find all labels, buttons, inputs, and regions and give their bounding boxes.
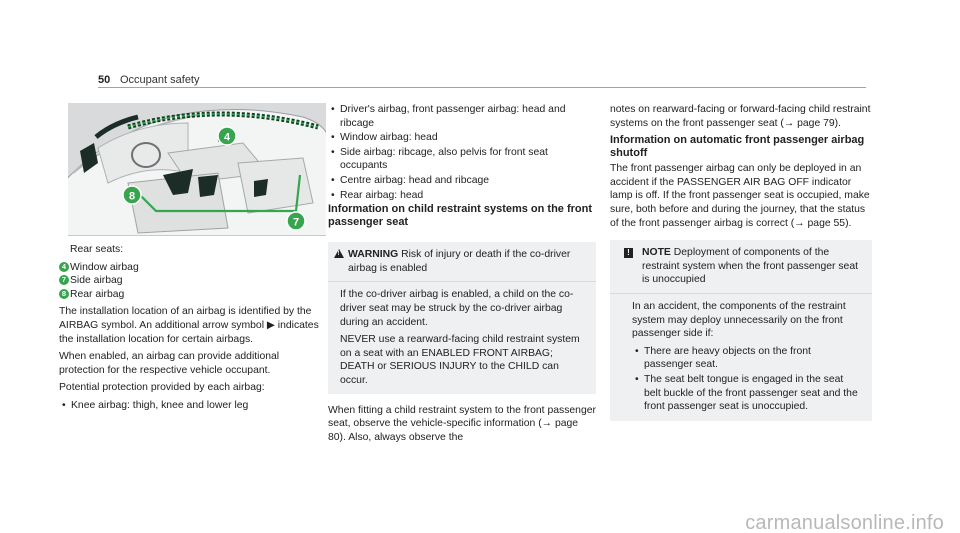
- note-label: NOTE: [642, 247, 671, 259]
- paragraph: Potential protection provided by each airbag:: [59, 382, 265, 394]
- list-item: • Driver's airbag, front passenger airbag: head and ribcage: [328, 103, 596, 130]
- watermark: carmanualsonline.info: [745, 512, 944, 533]
- paragraph: When fitting a child restraint system to the front passenger seat, observe the vehicle-specific information (→ page 80). Also, always observe the: [328, 404, 596, 443]
- paragraph: The front passenger airbag can only be deployed in an accident if the PASSENGER AIR BAG OFF indicator lamp is off. If the front passenger seat is occupied, make sure, both before and during the journey, that the status of the front passenger airbag is correct (→ page 55).: [610, 163, 870, 229]
- note-head: Deployment of components of the restraint system when the front passenger seat is unoccupied: [642, 247, 859, 286]
- column-left: [59, 243, 321, 414]
- legend-num: 8: [59, 289, 69, 299]
- list-item: • Side airbag: ribcage, also pelvis for front seat occupants: [328, 146, 596, 173]
- note-text: In an accident, the components of the restraint system may deploy unnecessarily on the front passenger side if:: [632, 300, 846, 340]
- legend-label: Window airbag: [70, 261, 139, 273]
- warning-head: Risk of injury or death if the co-driver airbag is enabled: [348, 249, 571, 274]
- column-right: [610, 103, 872, 421]
- note-box: [610, 240, 872, 421]
- warning-text: NEVER use a rearward-facing child restraint system on a seat with an ENABLED FRONT AIRBAG; DEATH or SERIOUS INJURY to the CHILD can occur.: [340, 334, 580, 386]
- warning-text: If the co-driver airbag is enabled, a child on the co-driver seat may be struck by the co-driver airbag during an accident.: [340, 289, 574, 328]
- warning-label: WARNING: [348, 249, 399, 261]
- callout-4-label: 4: [223, 131, 231, 144]
- list-item: • Window airbag: head: [328, 131, 596, 145]
- note-icon: !: [624, 248, 633, 258]
- legend-num: 4: [59, 262, 69, 272]
- section-heading: Information on child restraint systems on the front passenger seat: [328, 203, 593, 229]
- car-interior-drawing: [68, 103, 326, 236]
- list-item: • Knee airbag: thigh, knee and lower leg: [59, 399, 321, 413]
- warning-icon: !: [334, 249, 344, 258]
- section-title: Occupant safety: [120, 74, 200, 86]
- callout-8-label: 8: [128, 190, 136, 203]
- list-item: • Centre airbag: head and ribcage: [328, 174, 596, 188]
- legend-item-rear-airbag: [59, 288, 321, 302]
- section-heading: Information on automatic front passenger airbag shutoff: [610, 134, 865, 160]
- legend-item-window-airbag: [59, 261, 321, 275]
- paragraph: The installation location of an airbag is identified by the AIRBAG symbol. An additional arrow symbol ▶ indicates the installation location for certain airbags.: [59, 306, 319, 345]
- rear-seats-label: Rear seats:: [70, 244, 124, 255]
- list-item: • Rear airbag: head: [328, 189, 596, 203]
- airbag-illustration: [68, 103, 326, 236]
- list-item: • The seat belt tongue is engaged in the seat belt buckle of the front passenger seat and the front passenger seat is unoccupied.: [632, 373, 862, 414]
- paragraph: notes on rearward-facing or forward-facing child restraint systems on the front passenger seat (→ page 79).: [610, 104, 871, 129]
- legend-num: 7: [59, 275, 69, 285]
- legend-label: Side airbag: [70, 275, 123, 287]
- page-header: [98, 74, 866, 88]
- page-number: 50: [98, 74, 111, 86]
- warning-box: [328, 242, 596, 393]
- legend-label: Rear airbag: [70, 288, 125, 300]
- callout-7-label: 7: [292, 216, 300, 229]
- legend-item-side-airbag: [59, 274, 321, 288]
- list-item: • There are heavy objects on the front passenger seat.: [632, 345, 862, 372]
- paragraph: When enabled, an airbag can provide additional protection for the respective vehicle occupant.: [59, 351, 280, 376]
- column-middle: [328, 103, 596, 448]
